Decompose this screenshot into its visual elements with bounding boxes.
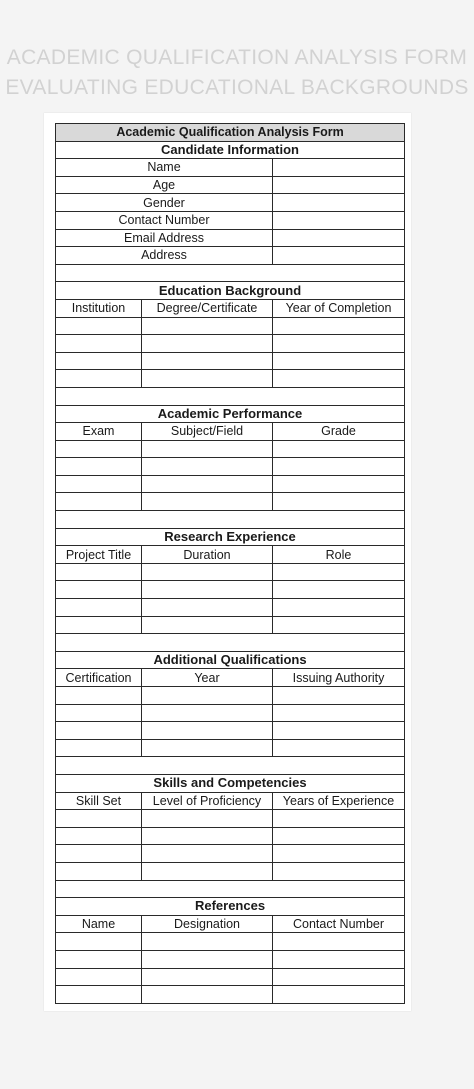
column-header: Skill Set — [56, 792, 142, 810]
form-title: Academic Qualification Analysis Form — [56, 124, 405, 142]
entry-cell[interactable] — [273, 687, 405, 705]
entry-cell[interactable] — [56, 370, 142, 388]
education-background-column-header-row — [56, 299, 405, 317]
table-row — [56, 616, 405, 634]
column-header: Year — [142, 669, 273, 687]
entry-cell[interactable] — [56, 950, 142, 968]
entry-cell[interactable] — [273, 317, 405, 335]
table-row — [56, 352, 405, 370]
entry-cell[interactable] — [142, 722, 273, 740]
entry-cell[interactable] — [273, 616, 405, 634]
spacer-row — [56, 880, 405, 898]
entry-cell[interactable] — [142, 335, 273, 353]
entry-cell[interactable] — [56, 616, 142, 634]
entry-cell[interactable] — [273, 862, 405, 880]
table-row — [56, 739, 405, 757]
candidate-field-value[interactable] — [273, 229, 405, 247]
entry-cell[interactable] — [56, 810, 142, 828]
candidate-field-label: Address — [56, 247, 273, 265]
form-sheet — [44, 113, 411, 1011]
table-row — [56, 810, 405, 828]
entry-cell[interactable] — [273, 933, 405, 951]
entry-cell[interactable] — [142, 687, 273, 705]
spacer-row — [56, 634, 405, 652]
candidate-heading-row — [56, 141, 405, 159]
table-row — [56, 440, 405, 458]
additional-qualifications-heading: Additional Qualifications — [56, 651, 405, 669]
academic-performance-heading: Academic Performance — [56, 405, 405, 423]
candidate-field-row — [56, 247, 405, 265]
entry-cell[interactable] — [56, 599, 142, 617]
skills-and-competencies-heading: Skills and Competencies — [56, 774, 405, 792]
header-title-line-2: EVALUATING EDUCATIONAL BACKGROUNDS — [5, 76, 469, 99]
skills-and-competencies-heading-row — [56, 774, 405, 792]
candidate-heading: Candidate Information — [56, 141, 405, 159]
entry-cell[interactable] — [142, 475, 273, 493]
entry-cell[interactable] — [142, 370, 273, 388]
table-row — [56, 845, 405, 863]
column-header: Level of Proficiency — [142, 792, 273, 810]
entry-cell[interactable] — [56, 440, 142, 458]
entry-cell[interactable] — [273, 722, 405, 740]
additional-qualifications-column-header-row — [56, 669, 405, 687]
column-header: Duration — [142, 546, 273, 564]
page-header — [0, 0, 474, 110]
spacer-cell — [56, 511, 405, 529]
column-header: Contact Number — [273, 915, 405, 933]
additional-qualifications-heading-row — [56, 651, 405, 669]
entry-cell[interactable] — [273, 370, 405, 388]
references-heading: References — [56, 898, 405, 916]
entry-cell[interactable] — [273, 563, 405, 581]
table-row — [56, 317, 405, 335]
entry-cell[interactable] — [142, 968, 273, 986]
entry-cell[interactable] — [56, 581, 142, 599]
table-row — [56, 827, 405, 845]
entry-cell[interactable] — [142, 950, 273, 968]
entry-cell[interactable] — [273, 475, 405, 493]
table-row — [56, 563, 405, 581]
entry-cell[interactable] — [273, 968, 405, 986]
table-row — [56, 370, 405, 388]
entry-cell[interactable] — [273, 950, 405, 968]
candidate-field-row — [56, 229, 405, 247]
entry-cell[interactable] — [56, 687, 142, 705]
entry-cell[interactable] — [273, 599, 405, 617]
candidate-field-value[interactable] — [273, 247, 405, 265]
spacer-cell — [56, 880, 405, 898]
entry-cell[interactable] — [56, 475, 142, 493]
form-title-row — [56, 124, 405, 142]
entry-cell[interactable] — [142, 810, 273, 828]
column-header: Issuing Authority — [273, 669, 405, 687]
entry-cell[interactable] — [56, 845, 142, 863]
entry-cell[interactable] — [142, 458, 273, 476]
entry-cell[interactable] — [56, 458, 142, 476]
entry-cell[interactable] — [56, 862, 142, 880]
references-heading-row — [56, 898, 405, 916]
spacer-row — [56, 511, 405, 529]
spacer-cell — [56, 387, 405, 405]
column-header: Years of Experience — [273, 792, 405, 810]
candidate-field-label: Age — [56, 176, 273, 194]
entry-cell[interactable] — [142, 599, 273, 617]
entry-cell[interactable] — [142, 563, 273, 581]
column-header: Year of Completion — [273, 299, 405, 317]
sections-body — [56, 282, 405, 1003]
academic-performance-column-header-row — [56, 423, 405, 441]
skills-and-competencies-column-header-row — [56, 792, 405, 810]
spacer-row — [56, 757, 405, 775]
table-row — [56, 581, 405, 599]
table-row — [56, 950, 405, 968]
spacer-cell — [56, 264, 405, 282]
table-row — [56, 704, 405, 722]
table-row — [56, 458, 405, 476]
column-header: Project Title — [56, 546, 142, 564]
entry-cell[interactable] — [56, 722, 142, 740]
entry-cell[interactable] — [142, 704, 273, 722]
column-header: Exam — [56, 423, 142, 441]
spacer-row — [56, 264, 405, 282]
candidate-field-value[interactable] — [273, 176, 405, 194]
candidate-field-value[interactable] — [273, 159, 405, 177]
research-experience-column-header-row — [56, 546, 405, 564]
entry-cell[interactable] — [56, 739, 142, 757]
entry-cell[interactable] — [142, 493, 273, 511]
research-experience-heading: Research Experience — [56, 528, 405, 546]
entry-cell[interactable] — [56, 317, 142, 335]
candidate-field-row — [56, 211, 405, 229]
candidate-field-value[interactable] — [273, 194, 405, 212]
column-header: Certification — [56, 669, 142, 687]
research-experience-heading-row — [56, 528, 405, 546]
spacer-cell — [56, 757, 405, 775]
entry-cell[interactable] — [56, 827, 142, 845]
column-header: Role — [273, 546, 405, 564]
entry-cell[interactable] — [142, 827, 273, 845]
column-header: Name — [56, 915, 142, 933]
table-row — [56, 968, 405, 986]
candidate-field-label: Contact Number — [56, 211, 273, 229]
column-header: Designation — [142, 915, 273, 933]
column-header: Degree/Certificate — [142, 299, 273, 317]
table-row — [56, 862, 405, 880]
entry-cell[interactable] — [142, 986, 273, 1004]
table-row — [56, 722, 405, 740]
entry-cell[interactable] — [56, 986, 142, 1004]
table-row — [56, 475, 405, 493]
candidate-field-row — [56, 159, 405, 177]
table-row — [56, 986, 405, 1004]
entry-cell[interactable] — [273, 581, 405, 599]
entry-cell[interactable] — [142, 317, 273, 335]
entry-cell[interactable] — [273, 827, 405, 845]
entry-cell[interactable] — [142, 845, 273, 863]
entry-cell[interactable] — [142, 739, 273, 757]
entry-cell[interactable] — [142, 616, 273, 634]
education-background-heading-row — [56, 282, 405, 300]
entry-cell[interactable] — [273, 440, 405, 458]
candidate-field-row — [56, 194, 405, 212]
entry-cell[interactable] — [56, 704, 142, 722]
entry-cell[interactable] — [273, 739, 405, 757]
entry-cell[interactable] — [273, 335, 405, 353]
table-row — [56, 599, 405, 617]
academic-performance-heading-row — [56, 405, 405, 423]
column-header: Institution — [56, 299, 142, 317]
candidate-field-label: Email Address — [56, 229, 273, 247]
entry-cell[interactable] — [273, 845, 405, 863]
table-row — [56, 687, 405, 705]
spacer-row — [56, 387, 405, 405]
entry-cell[interactable] — [273, 704, 405, 722]
entry-cell[interactable] — [273, 986, 405, 1004]
column-header: Grade — [273, 423, 405, 441]
entry-cell[interactable] — [56, 968, 142, 986]
table-row — [56, 493, 405, 511]
entry-cell[interactable] — [142, 352, 273, 370]
entry-cell[interactable] — [142, 862, 273, 880]
spacer-cell — [56, 634, 405, 652]
entry-cell[interactable] — [142, 581, 273, 599]
candidate-field-value[interactable] — [273, 211, 405, 229]
entry-cell[interactable] — [56, 563, 142, 581]
table-row — [56, 335, 405, 353]
qualification-form-table — [55, 123, 405, 1004]
table-row — [56, 933, 405, 951]
entry-cell[interactable] — [273, 810, 405, 828]
references-column-header-row — [56, 915, 405, 933]
header-title-line-1: ACADEMIC QUALIFICATION ANALYSIS FORM — [6, 46, 468, 69]
candidate-field-row — [56, 176, 405, 194]
candidate-field-label: Gender — [56, 194, 273, 212]
candidate-field-label: Name — [56, 159, 273, 177]
entry-cell[interactable] — [142, 440, 273, 458]
entry-cell[interactable] — [56, 335, 142, 353]
entry-cell[interactable] — [56, 352, 142, 370]
entry-cell[interactable] — [273, 493, 405, 511]
entry-cell[interactable] — [56, 493, 142, 511]
entry-cell[interactable] — [273, 458, 405, 476]
entry-cell[interactable] — [142, 933, 273, 951]
column-header: Subject/Field — [142, 423, 273, 441]
entry-cell[interactable] — [56, 933, 142, 951]
education-background-heading: Education Background — [56, 282, 405, 300]
entry-cell[interactable] — [273, 352, 405, 370]
